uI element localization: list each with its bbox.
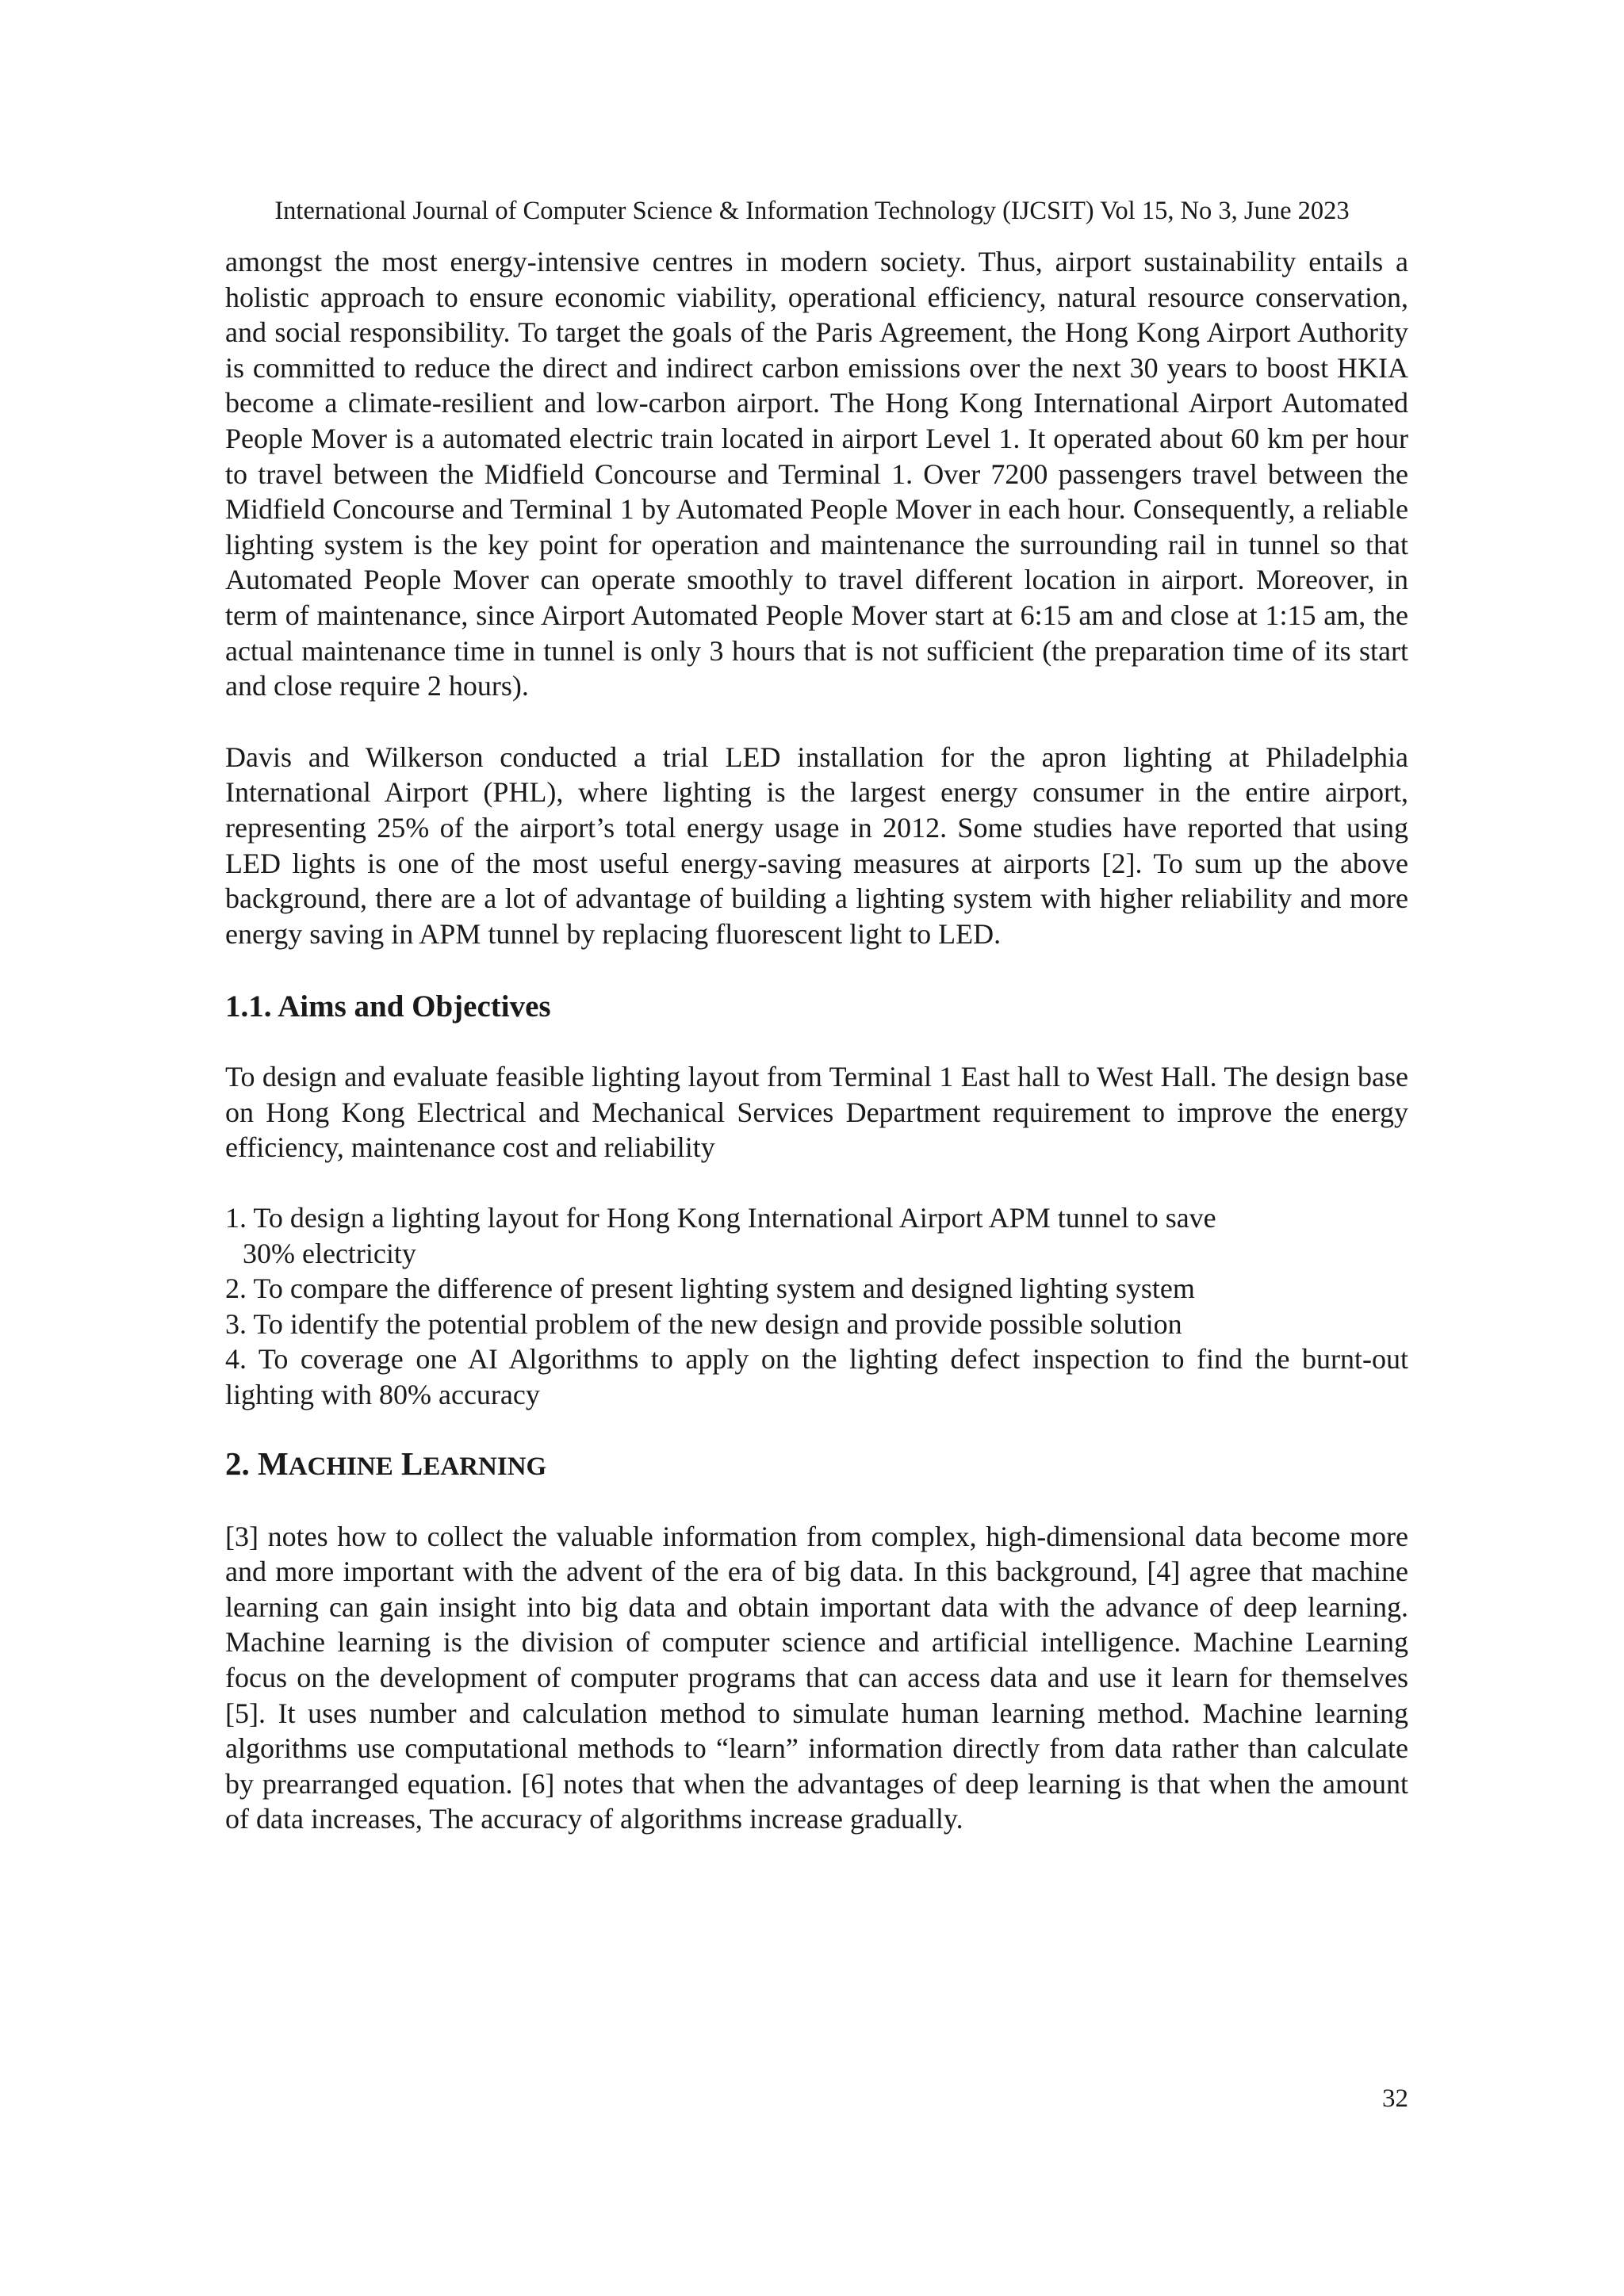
machine-learning-paragraph: [3] notes how to collect the valuable information from complex, high-dimensional data become more and more important with the advent of the era of big data. In this background, [4] agree that machine learning can gain insight into big data and obtain important data with the advance of deep learning. Machine learning is the division of computer science and artificial intelligence. Machine Learning focus on the development of computer programs that can access data and use it learn for themselves [5]. It uses number and calculation method to simulate human learning method. Machine learning algorithms use computational methods to “learn” information directly from data rather than calculate by prearranged equation. [6] notes that when the advantages of deep learning is that when the amount of data increases, The accuracy of algorithms increase gradually.: [225, 1520, 1408, 1835]
title-rest-achine: ACHINE: [288, 1452, 393, 1481]
body-paragraph-2: Davis and Wilkerson conducted a trial LED installation for the apron lighting at Philadelphia International Airport (PHL), where lighting is the largest energy consumer in the entire airport, representing 25% of the airport’s total energy usage in 2012. Some studies have reported that using LED lights is one of the most useful energy-saving measures at airports [2]. To sum up the above background, there are a lot of advantage of building a lighting system with higher reliability and more energy saving in APM tunnel by replacing fluorescent light to LED.: [225, 740, 1408, 950]
title-initial-l: L: [400, 1445, 423, 1482]
running-header: International Journal of Computer Science & Information Technology (IJCSIT) Vol 15, No 3, June 2023: [274, 197, 1350, 225]
objective-item-1-line-1: 1. To design a lighting layout for Hong Kong International Airport APM tunnel to save: [225, 1202, 1216, 1234]
section-number: 2.: [225, 1445, 250, 1482]
section-heading-machine-learning: [225, 1445, 1408, 1486]
objective-item-1: [225, 1200, 1408, 1271]
body-paragraph-1: amongst the most energy-intensive centres in modern society. Thus, airport sustainability entails a holistic approach to ensure economic viability, operational efficiency, natural resource conservation, and social responsibility. To target the goals of the Paris Agreement, the Hong Kong Airport Authority is committed to reduce the direct and indirect carbon emissions over the next 30 years to boost HKIA become a climate-resilient and low-carbon airport. The Hong Kong International Airport Automated People Mover is a automated electric train located in airport Level 1. It operated about 60 km per hour to travel between the Midfield Concourse and Terminal 1. Over 7200 passengers travel between the Midfield Concourse and Terminal 1 by Automated People Mover in each hour. Consequently, a reliable lighting system is the key point for operation and maintenance the surrounding rail in tunnel so that Automated People Mover can operate smoothly to travel different location in airport. Moreover, in term of maintenance, since Airport Automated People Mover start at 6:15 am and close at 1:15 am, the actual maintenance time in tunnel is only 3 hours that is not sufficient (the preparation time of its start and close require 2 hours).: [225, 246, 1408, 702]
objective-item-4: 4. To coverage one AI Algorithms to apply on the lighting defect inspection to find the burnt-out lighting with 80% accuracy: [225, 1343, 1408, 1411]
title-initial-m: M: [258, 1445, 289, 1482]
title-rest-earning: EARNING: [423, 1452, 547, 1481]
page-number: 32: [1382, 2084, 1408, 2113]
section-heading-aims-objectives: 1.1. Aims and Objectives: [225, 989, 551, 1024]
objectives-list: [225, 1200, 1408, 1413]
page-content: [225, 244, 1408, 1837]
objective-item-1-line-2: 30% electricity: [243, 1237, 416, 1269]
objective-item-3: 3. To identify the potential problem of the new design and provide possible solution: [225, 1307, 1182, 1340]
objective-item-2: 2. To compare the difference of present lighting system and designed lighting system: [225, 1272, 1195, 1305]
aims-intro-paragraph: To design and evaluate feasible lighting layout from Terminal 1 East hall to West Hall. The design base on Hong Kong Electrical and Mechanical Services Department requirement to improve the energy efficiency, maintenance cost and reliability: [225, 1061, 1408, 1164]
